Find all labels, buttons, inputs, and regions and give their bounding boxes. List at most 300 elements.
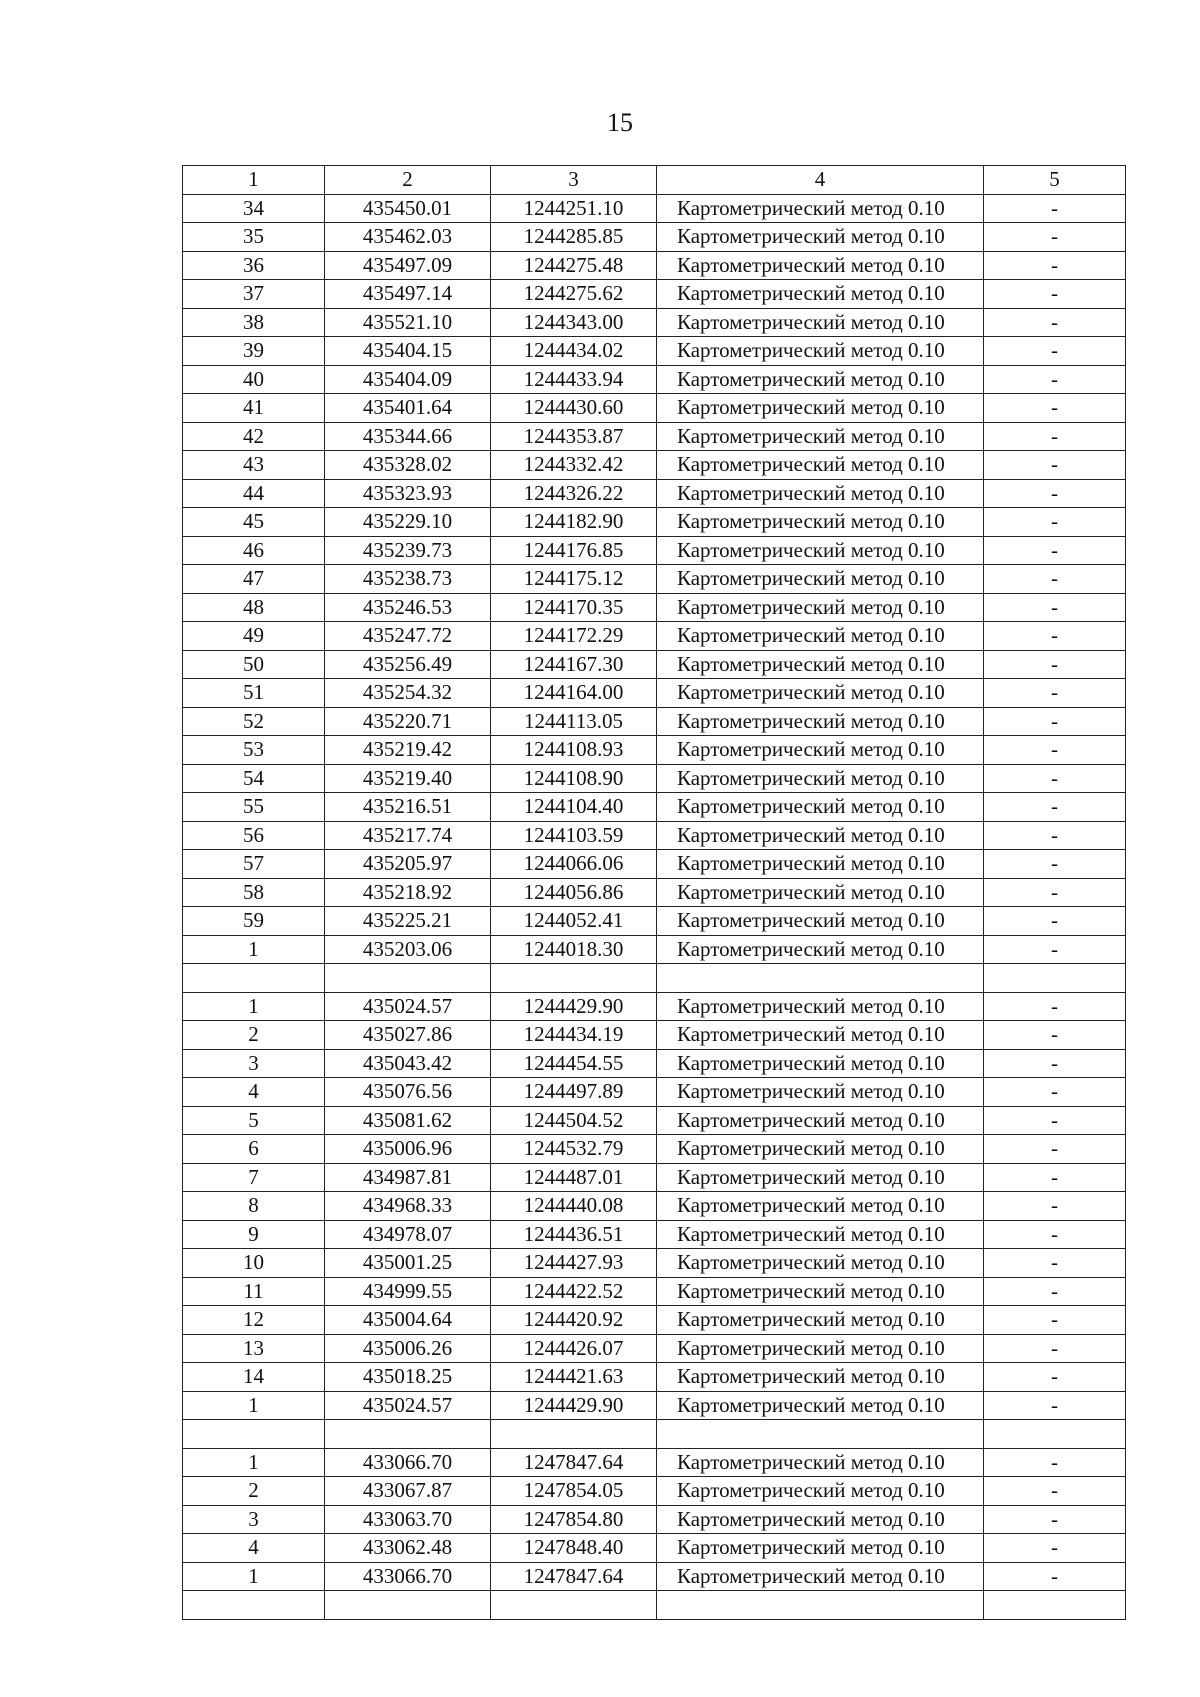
x-coordinate-cell: 433067.87 bbox=[325, 1477, 491, 1506]
method-cell: Картометрический метод 0.10 bbox=[657, 280, 984, 309]
x-coordinate-cell: 434978.07 bbox=[325, 1220, 491, 1249]
x-coordinate-cell: 435462.03 bbox=[325, 223, 491, 252]
method-cell bbox=[657, 964, 984, 993]
accuracy-cell: - bbox=[984, 508, 1126, 537]
x-coordinate-cell: 435404.15 bbox=[325, 337, 491, 366]
y-coordinate-cell: 1244532.79 bbox=[491, 1135, 657, 1164]
y-coordinate-cell: 1244433.94 bbox=[491, 365, 657, 394]
table-row bbox=[183, 907, 1126, 936]
point-number-cell: 8 bbox=[183, 1192, 325, 1221]
method-cell: Картометрический метод 0.10 bbox=[657, 422, 984, 451]
x-coordinate-cell bbox=[325, 1420, 491, 1449]
y-coordinate-cell bbox=[491, 1420, 657, 1449]
point-number-cell: 56 bbox=[183, 821, 325, 850]
accuracy-cell: - bbox=[984, 1334, 1126, 1363]
method-cell: Картометрический метод 0.10 bbox=[657, 1163, 984, 1192]
y-coordinate-cell: 1244251.10 bbox=[491, 194, 657, 223]
y-coordinate-cell: 1247847.64 bbox=[491, 1448, 657, 1477]
accuracy-cell: - bbox=[984, 1220, 1126, 1249]
y-coordinate-cell: 1244052.41 bbox=[491, 907, 657, 936]
y-coordinate-cell: 1244426.07 bbox=[491, 1334, 657, 1363]
x-coordinate-cell: 434999.55 bbox=[325, 1277, 491, 1306]
table-row bbox=[183, 365, 1126, 394]
method-cell: Картометрический метод 0.10 bbox=[657, 1106, 984, 1135]
table-row bbox=[183, 1277, 1126, 1306]
method-cell: Картометрический метод 0.10 bbox=[657, 1562, 984, 1591]
table-row bbox=[183, 1192, 1126, 1221]
method-cell bbox=[657, 1591, 984, 1620]
y-coordinate-cell: 1244436.51 bbox=[491, 1220, 657, 1249]
table-row bbox=[183, 793, 1126, 822]
accuracy-cell: - bbox=[984, 308, 1126, 337]
table-row bbox=[183, 451, 1126, 480]
point-number-cell: 1 bbox=[183, 992, 325, 1021]
table-row bbox=[183, 707, 1126, 736]
point-number-cell: 4 bbox=[183, 1534, 325, 1563]
method-cell: Картометрический метод 0.10 bbox=[657, 536, 984, 565]
table-row bbox=[183, 679, 1126, 708]
header-cell-4: 4 bbox=[657, 166, 984, 195]
y-coordinate-cell: 1244182.90 bbox=[491, 508, 657, 537]
y-coordinate-cell: 1244170.35 bbox=[491, 593, 657, 622]
point-number-cell: 9 bbox=[183, 1220, 325, 1249]
accuracy-cell: - bbox=[984, 251, 1126, 280]
table-row bbox=[183, 1163, 1126, 1192]
point-number-cell: 43 bbox=[183, 451, 325, 480]
accuracy-cell: - bbox=[984, 1562, 1126, 1591]
y-coordinate-cell: 1244430.60 bbox=[491, 394, 657, 423]
method-cell: Картометрический метод 0.10 bbox=[657, 650, 984, 679]
method-cell: Картометрический метод 0.10 bbox=[657, 1249, 984, 1278]
accuracy-cell: - bbox=[984, 1391, 1126, 1420]
table-row bbox=[183, 508, 1126, 537]
method-cell: Картометрический метод 0.10 bbox=[657, 1477, 984, 1506]
table-row bbox=[183, 821, 1126, 850]
y-coordinate-cell: 1244104.40 bbox=[491, 793, 657, 822]
table-row bbox=[183, 622, 1126, 651]
table-row bbox=[183, 1306, 1126, 1335]
table-row bbox=[183, 479, 1126, 508]
method-cell: Картометрический метод 0.10 bbox=[657, 394, 984, 423]
y-coordinate-cell: 1244275.48 bbox=[491, 251, 657, 280]
y-coordinate-cell: 1244427.93 bbox=[491, 1249, 657, 1278]
x-coordinate-cell: 434968.33 bbox=[325, 1192, 491, 1221]
point-number-cell: 50 bbox=[183, 650, 325, 679]
method-cell: Картометрический метод 0.10 bbox=[657, 308, 984, 337]
table-row bbox=[183, 1534, 1126, 1563]
accuracy-cell: - bbox=[984, 337, 1126, 366]
header-cell-2: 2 bbox=[325, 166, 491, 195]
x-coordinate-cell: 435203.06 bbox=[325, 935, 491, 964]
y-coordinate-cell: 1244167.30 bbox=[491, 650, 657, 679]
table-row bbox=[183, 1420, 1126, 1449]
header-cell-3: 3 bbox=[491, 166, 657, 195]
table-row bbox=[183, 1477, 1126, 1506]
table-row bbox=[183, 280, 1126, 309]
method-cell: Картометрический метод 0.10 bbox=[657, 679, 984, 708]
table-row bbox=[183, 1220, 1126, 1249]
x-coordinate-cell: 435344.66 bbox=[325, 422, 491, 451]
table-row bbox=[183, 1135, 1126, 1164]
method-cell: Картометрический метод 0.10 bbox=[657, 365, 984, 394]
table-row bbox=[183, 1562, 1126, 1591]
accuracy-cell: - bbox=[984, 764, 1126, 793]
point-number-cell: 3 bbox=[183, 1505, 325, 1534]
method-cell: Картометрический метод 0.10 bbox=[657, 1391, 984, 1420]
method-cell: Картометрический метод 0.10 bbox=[657, 1220, 984, 1249]
x-coordinate-cell: 435521.10 bbox=[325, 308, 491, 337]
y-coordinate-cell: 1244422.52 bbox=[491, 1277, 657, 1306]
y-coordinate-cell bbox=[491, 1591, 657, 1620]
y-coordinate-cell: 1244018.30 bbox=[491, 935, 657, 964]
point-number-cell: 5 bbox=[183, 1106, 325, 1135]
header-cell-1: 1 bbox=[183, 166, 325, 195]
y-coordinate-cell: 1244440.08 bbox=[491, 1192, 657, 1221]
accuracy-cell: - bbox=[984, 1021, 1126, 1050]
method-cell: Картометрический метод 0.10 bbox=[657, 850, 984, 879]
accuracy-cell: - bbox=[984, 1448, 1126, 1477]
point-number-cell: 52 bbox=[183, 707, 325, 736]
table-row bbox=[183, 1249, 1126, 1278]
y-coordinate-cell bbox=[491, 964, 657, 993]
method-cell: Картометрический метод 0.10 bbox=[657, 1306, 984, 1335]
method-cell: Картометрический метод 0.10 bbox=[657, 1505, 984, 1534]
accuracy-cell bbox=[984, 1591, 1126, 1620]
method-cell: Картометрический метод 0.10 bbox=[657, 793, 984, 822]
point-number-cell: 47 bbox=[183, 565, 325, 594]
table-row bbox=[183, 992, 1126, 1021]
y-coordinate-cell: 1244066.06 bbox=[491, 850, 657, 879]
accuracy-cell: - bbox=[984, 223, 1126, 252]
accuracy-cell: - bbox=[984, 992, 1126, 1021]
point-number-cell: 4 bbox=[183, 1078, 325, 1107]
method-cell: Картометрический метод 0.10 bbox=[657, 1078, 984, 1107]
method-cell: Картометрический метод 0.10 bbox=[657, 622, 984, 651]
accuracy-cell: - bbox=[984, 1106, 1126, 1135]
method-cell: Картометрический метод 0.10 bbox=[657, 992, 984, 1021]
point-number-cell: 40 bbox=[183, 365, 325, 394]
y-coordinate-cell: 1247854.80 bbox=[491, 1505, 657, 1534]
y-coordinate-cell: 1244103.59 bbox=[491, 821, 657, 850]
accuracy-cell: - bbox=[984, 536, 1126, 565]
method-cell: Картометрический метод 0.10 bbox=[657, 479, 984, 508]
x-coordinate-cell: 435225.21 bbox=[325, 907, 491, 936]
accuracy-cell: - bbox=[984, 707, 1126, 736]
method-cell: Картометрический метод 0.10 bbox=[657, 194, 984, 223]
table-row bbox=[183, 565, 1126, 594]
x-coordinate-cell: 435001.25 bbox=[325, 1249, 491, 1278]
point-number-cell: 7 bbox=[183, 1163, 325, 1192]
accuracy-cell: - bbox=[984, 280, 1126, 309]
method-cell: Картометрический метод 0.10 bbox=[657, 593, 984, 622]
y-coordinate-cell: 1247854.05 bbox=[491, 1477, 657, 1506]
table-row bbox=[183, 1391, 1126, 1420]
point-number-cell: 38 bbox=[183, 308, 325, 337]
method-cell: Картометрический метод 0.10 bbox=[657, 565, 984, 594]
method-cell: Картометрический метод 0.10 bbox=[657, 1534, 984, 1563]
point-number-cell: 36 bbox=[183, 251, 325, 280]
method-cell: Картометрический метод 0.10 bbox=[657, 878, 984, 907]
method-cell: Картометрический метод 0.10 bbox=[657, 337, 984, 366]
table-row bbox=[183, 878, 1126, 907]
table-row bbox=[183, 223, 1126, 252]
accuracy-cell: - bbox=[984, 1534, 1126, 1563]
accuracy-cell: - bbox=[984, 194, 1126, 223]
method-cell: Картометрический метод 0.10 bbox=[657, 1192, 984, 1221]
point-number-cell: 6 bbox=[183, 1135, 325, 1164]
accuracy-cell: - bbox=[984, 479, 1126, 508]
table-row bbox=[183, 650, 1126, 679]
point-number-cell: 3 bbox=[183, 1049, 325, 1078]
x-coordinate-cell: 435218.92 bbox=[325, 878, 491, 907]
accuracy-cell bbox=[984, 1420, 1126, 1449]
point-number-cell bbox=[183, 1591, 325, 1620]
y-coordinate-cell: 1244108.90 bbox=[491, 764, 657, 793]
x-coordinate-cell: 435256.49 bbox=[325, 650, 491, 679]
method-cell: Картометрический метод 0.10 bbox=[657, 764, 984, 793]
point-number-cell: 1 bbox=[183, 1391, 325, 1420]
table-row bbox=[183, 394, 1126, 423]
accuracy-cell: - bbox=[984, 1249, 1126, 1278]
x-coordinate-cell: 435024.57 bbox=[325, 1391, 491, 1420]
table-row bbox=[183, 337, 1126, 366]
table-row bbox=[183, 194, 1126, 223]
x-coordinate-cell: 435081.62 bbox=[325, 1106, 491, 1135]
y-coordinate-cell: 1244113.05 bbox=[491, 707, 657, 736]
y-coordinate-cell: 1244056.86 bbox=[491, 878, 657, 907]
x-coordinate-cell: 435239.73 bbox=[325, 536, 491, 565]
table-row bbox=[183, 1078, 1126, 1107]
table-row bbox=[183, 308, 1126, 337]
accuracy-cell: - bbox=[984, 565, 1126, 594]
x-coordinate-cell bbox=[325, 1591, 491, 1620]
method-cell: Картометрический метод 0.10 bbox=[657, 707, 984, 736]
point-number-cell: 51 bbox=[183, 679, 325, 708]
accuracy-cell bbox=[984, 964, 1126, 993]
method-cell: Картометрический метод 0.10 bbox=[657, 251, 984, 280]
method-cell: Картометрический метод 0.10 bbox=[657, 451, 984, 480]
table-row bbox=[183, 1106, 1126, 1135]
accuracy-cell: - bbox=[984, 1363, 1126, 1392]
method-cell: Картометрический метод 0.10 bbox=[657, 223, 984, 252]
y-coordinate-cell: 1244429.90 bbox=[491, 992, 657, 1021]
point-number-cell: 41 bbox=[183, 394, 325, 423]
accuracy-cell: - bbox=[984, 1477, 1126, 1506]
accuracy-cell: - bbox=[984, 679, 1126, 708]
y-coordinate-cell: 1244434.02 bbox=[491, 337, 657, 366]
point-number-cell: 53 bbox=[183, 736, 325, 765]
y-coordinate-cell: 1244454.55 bbox=[491, 1049, 657, 1078]
table-row bbox=[183, 1505, 1126, 1534]
table-row bbox=[183, 251, 1126, 280]
x-coordinate-cell: 435219.40 bbox=[325, 764, 491, 793]
x-coordinate-cell: 435205.97 bbox=[325, 850, 491, 879]
x-coordinate-cell: 435216.51 bbox=[325, 793, 491, 822]
x-coordinate-cell: 435229.10 bbox=[325, 508, 491, 537]
point-number-cell: 45 bbox=[183, 508, 325, 537]
x-coordinate-cell: 435043.42 bbox=[325, 1049, 491, 1078]
method-cell: Картометрический метод 0.10 bbox=[657, 907, 984, 936]
accuracy-cell: - bbox=[984, 1277, 1126, 1306]
x-coordinate-cell: 435006.26 bbox=[325, 1334, 491, 1363]
table-body bbox=[183, 194, 1126, 1619]
x-coordinate-cell: 433063.70 bbox=[325, 1505, 491, 1534]
method-cell: Картометрический метод 0.10 bbox=[657, 1135, 984, 1164]
point-number-cell: 35 bbox=[183, 223, 325, 252]
y-coordinate-cell: 1244285.85 bbox=[491, 223, 657, 252]
point-number-cell: 1 bbox=[183, 1448, 325, 1477]
method-cell: Картометрический метод 0.10 bbox=[657, 1021, 984, 1050]
point-number-cell: 42 bbox=[183, 422, 325, 451]
page-number: 15 bbox=[607, 108, 633, 137]
x-coordinate-cell: 435004.64 bbox=[325, 1306, 491, 1335]
y-coordinate-cell: 1244164.00 bbox=[491, 679, 657, 708]
accuracy-cell: - bbox=[984, 1505, 1126, 1534]
point-number-cell: 44 bbox=[183, 479, 325, 508]
point-number-cell: 37 bbox=[183, 280, 325, 309]
y-coordinate-cell: 1244275.62 bbox=[491, 280, 657, 309]
accuracy-cell: - bbox=[984, 451, 1126, 480]
point-number-cell: 10 bbox=[183, 1249, 325, 1278]
accuracy-cell: - bbox=[984, 1192, 1126, 1221]
method-cell: Картометрический метод 0.10 bbox=[657, 508, 984, 537]
accuracy-cell: - bbox=[984, 650, 1126, 679]
x-coordinate-cell bbox=[325, 964, 491, 993]
x-coordinate-cell: 435401.64 bbox=[325, 394, 491, 423]
accuracy-cell: - bbox=[984, 736, 1126, 765]
x-coordinate-cell: 435220.71 bbox=[325, 707, 491, 736]
x-coordinate-cell: 435247.72 bbox=[325, 622, 491, 651]
method-cell: Картометрический метод 0.10 bbox=[657, 1448, 984, 1477]
table-row bbox=[183, 1448, 1126, 1477]
y-coordinate-cell: 1244108.93 bbox=[491, 736, 657, 765]
table-row bbox=[183, 1021, 1126, 1050]
x-coordinate-cell: 435404.09 bbox=[325, 365, 491, 394]
method-cell: Картометрический метод 0.10 bbox=[657, 736, 984, 765]
point-number-cell: 1 bbox=[183, 935, 325, 964]
y-coordinate-cell: 1247847.64 bbox=[491, 1562, 657, 1591]
accuracy-cell: - bbox=[984, 1078, 1126, 1107]
y-coordinate-cell: 1247848.40 bbox=[491, 1534, 657, 1563]
point-number-cell: 11 bbox=[183, 1277, 325, 1306]
coordinates-table bbox=[182, 165, 1126, 1620]
x-coordinate-cell: 435497.14 bbox=[325, 280, 491, 309]
y-coordinate-cell: 1244421.63 bbox=[491, 1363, 657, 1392]
accuracy-cell: - bbox=[984, 935, 1126, 964]
table-row bbox=[183, 1049, 1126, 1078]
accuracy-cell: - bbox=[984, 878, 1126, 907]
x-coordinate-cell: 435006.96 bbox=[325, 1135, 491, 1164]
point-number-cell: 34 bbox=[183, 194, 325, 223]
y-coordinate-cell: 1244429.90 bbox=[491, 1391, 657, 1420]
x-coordinate-cell: 435254.32 bbox=[325, 679, 491, 708]
y-coordinate-cell: 1244172.29 bbox=[491, 622, 657, 651]
x-coordinate-cell: 433066.70 bbox=[325, 1562, 491, 1591]
x-coordinate-cell: 435246.53 bbox=[325, 593, 491, 622]
table-row bbox=[183, 422, 1126, 451]
x-coordinate-cell: 435024.57 bbox=[325, 992, 491, 1021]
accuracy-cell: - bbox=[984, 793, 1126, 822]
y-coordinate-cell: 1244420.92 bbox=[491, 1306, 657, 1335]
table-row bbox=[183, 1334, 1126, 1363]
method-cell: Картометрический метод 0.10 bbox=[657, 1363, 984, 1392]
point-number-cell: 58 bbox=[183, 878, 325, 907]
method-cell: Картометрический метод 0.10 bbox=[657, 821, 984, 850]
accuracy-cell: - bbox=[984, 1135, 1126, 1164]
table-row bbox=[183, 1591, 1126, 1620]
point-number-cell bbox=[183, 1420, 325, 1449]
method-cell: Картометрический метод 0.10 bbox=[657, 1277, 984, 1306]
y-coordinate-cell: 1244353.87 bbox=[491, 422, 657, 451]
header-cell-5: 5 bbox=[984, 166, 1126, 195]
x-coordinate-cell: 435018.25 bbox=[325, 1363, 491, 1392]
point-number-cell bbox=[183, 964, 325, 993]
point-number-cell: 46 bbox=[183, 536, 325, 565]
x-coordinate-cell: 434987.81 bbox=[325, 1163, 491, 1192]
point-number-cell: 14 bbox=[183, 1363, 325, 1392]
method-cell: Картометрический метод 0.10 bbox=[657, 935, 984, 964]
accuracy-cell: - bbox=[984, 1163, 1126, 1192]
table-row bbox=[183, 536, 1126, 565]
x-coordinate-cell: 433066.70 bbox=[325, 1448, 491, 1477]
x-coordinate-cell: 435217.74 bbox=[325, 821, 491, 850]
y-coordinate-cell: 1244504.52 bbox=[491, 1106, 657, 1135]
table-row bbox=[183, 593, 1126, 622]
point-number-cell: 39 bbox=[183, 337, 325, 366]
point-number-cell: 1 bbox=[183, 1562, 325, 1591]
accuracy-cell: - bbox=[984, 907, 1126, 936]
point-number-cell: 49 bbox=[183, 622, 325, 651]
y-coordinate-cell: 1244343.00 bbox=[491, 308, 657, 337]
y-coordinate-cell: 1244497.89 bbox=[491, 1078, 657, 1107]
accuracy-cell: - bbox=[984, 850, 1126, 879]
accuracy-cell: - bbox=[984, 821, 1126, 850]
table-row bbox=[183, 764, 1126, 793]
accuracy-cell: - bbox=[984, 1049, 1126, 1078]
point-number-cell: 13 bbox=[183, 1334, 325, 1363]
point-number-cell: 2 bbox=[183, 1477, 325, 1506]
x-coordinate-cell: 435450.01 bbox=[325, 194, 491, 223]
point-number-cell: 55 bbox=[183, 793, 325, 822]
y-coordinate-cell: 1244487.01 bbox=[491, 1163, 657, 1192]
method-cell bbox=[657, 1420, 984, 1449]
accuracy-cell: - bbox=[984, 394, 1126, 423]
table-row bbox=[183, 850, 1126, 879]
y-coordinate-cell: 1244332.42 bbox=[491, 451, 657, 480]
point-number-cell: 54 bbox=[183, 764, 325, 793]
y-coordinate-cell: 1244175.12 bbox=[491, 565, 657, 594]
x-coordinate-cell: 435323.93 bbox=[325, 479, 491, 508]
x-coordinate-cell: 435497.09 bbox=[325, 251, 491, 280]
y-coordinate-cell: 1244434.19 bbox=[491, 1021, 657, 1050]
accuracy-cell: - bbox=[984, 622, 1126, 651]
point-number-cell: 12 bbox=[183, 1306, 325, 1335]
table-row bbox=[183, 964, 1126, 993]
table-row bbox=[183, 1363, 1126, 1392]
point-number-cell: 48 bbox=[183, 593, 325, 622]
point-number-cell: 59 bbox=[183, 907, 325, 936]
x-coordinate-cell: 435328.02 bbox=[325, 451, 491, 480]
accuracy-cell: - bbox=[984, 365, 1126, 394]
x-coordinate-cell: 435219.42 bbox=[325, 736, 491, 765]
accuracy-cell: - bbox=[984, 593, 1126, 622]
accuracy-cell: - bbox=[984, 1306, 1126, 1335]
table-row bbox=[183, 935, 1126, 964]
table-row bbox=[183, 736, 1126, 765]
x-coordinate-cell: 433062.48 bbox=[325, 1534, 491, 1563]
point-number-cell: 57 bbox=[183, 850, 325, 879]
method-cell: Картометрический метод 0.10 bbox=[657, 1049, 984, 1078]
